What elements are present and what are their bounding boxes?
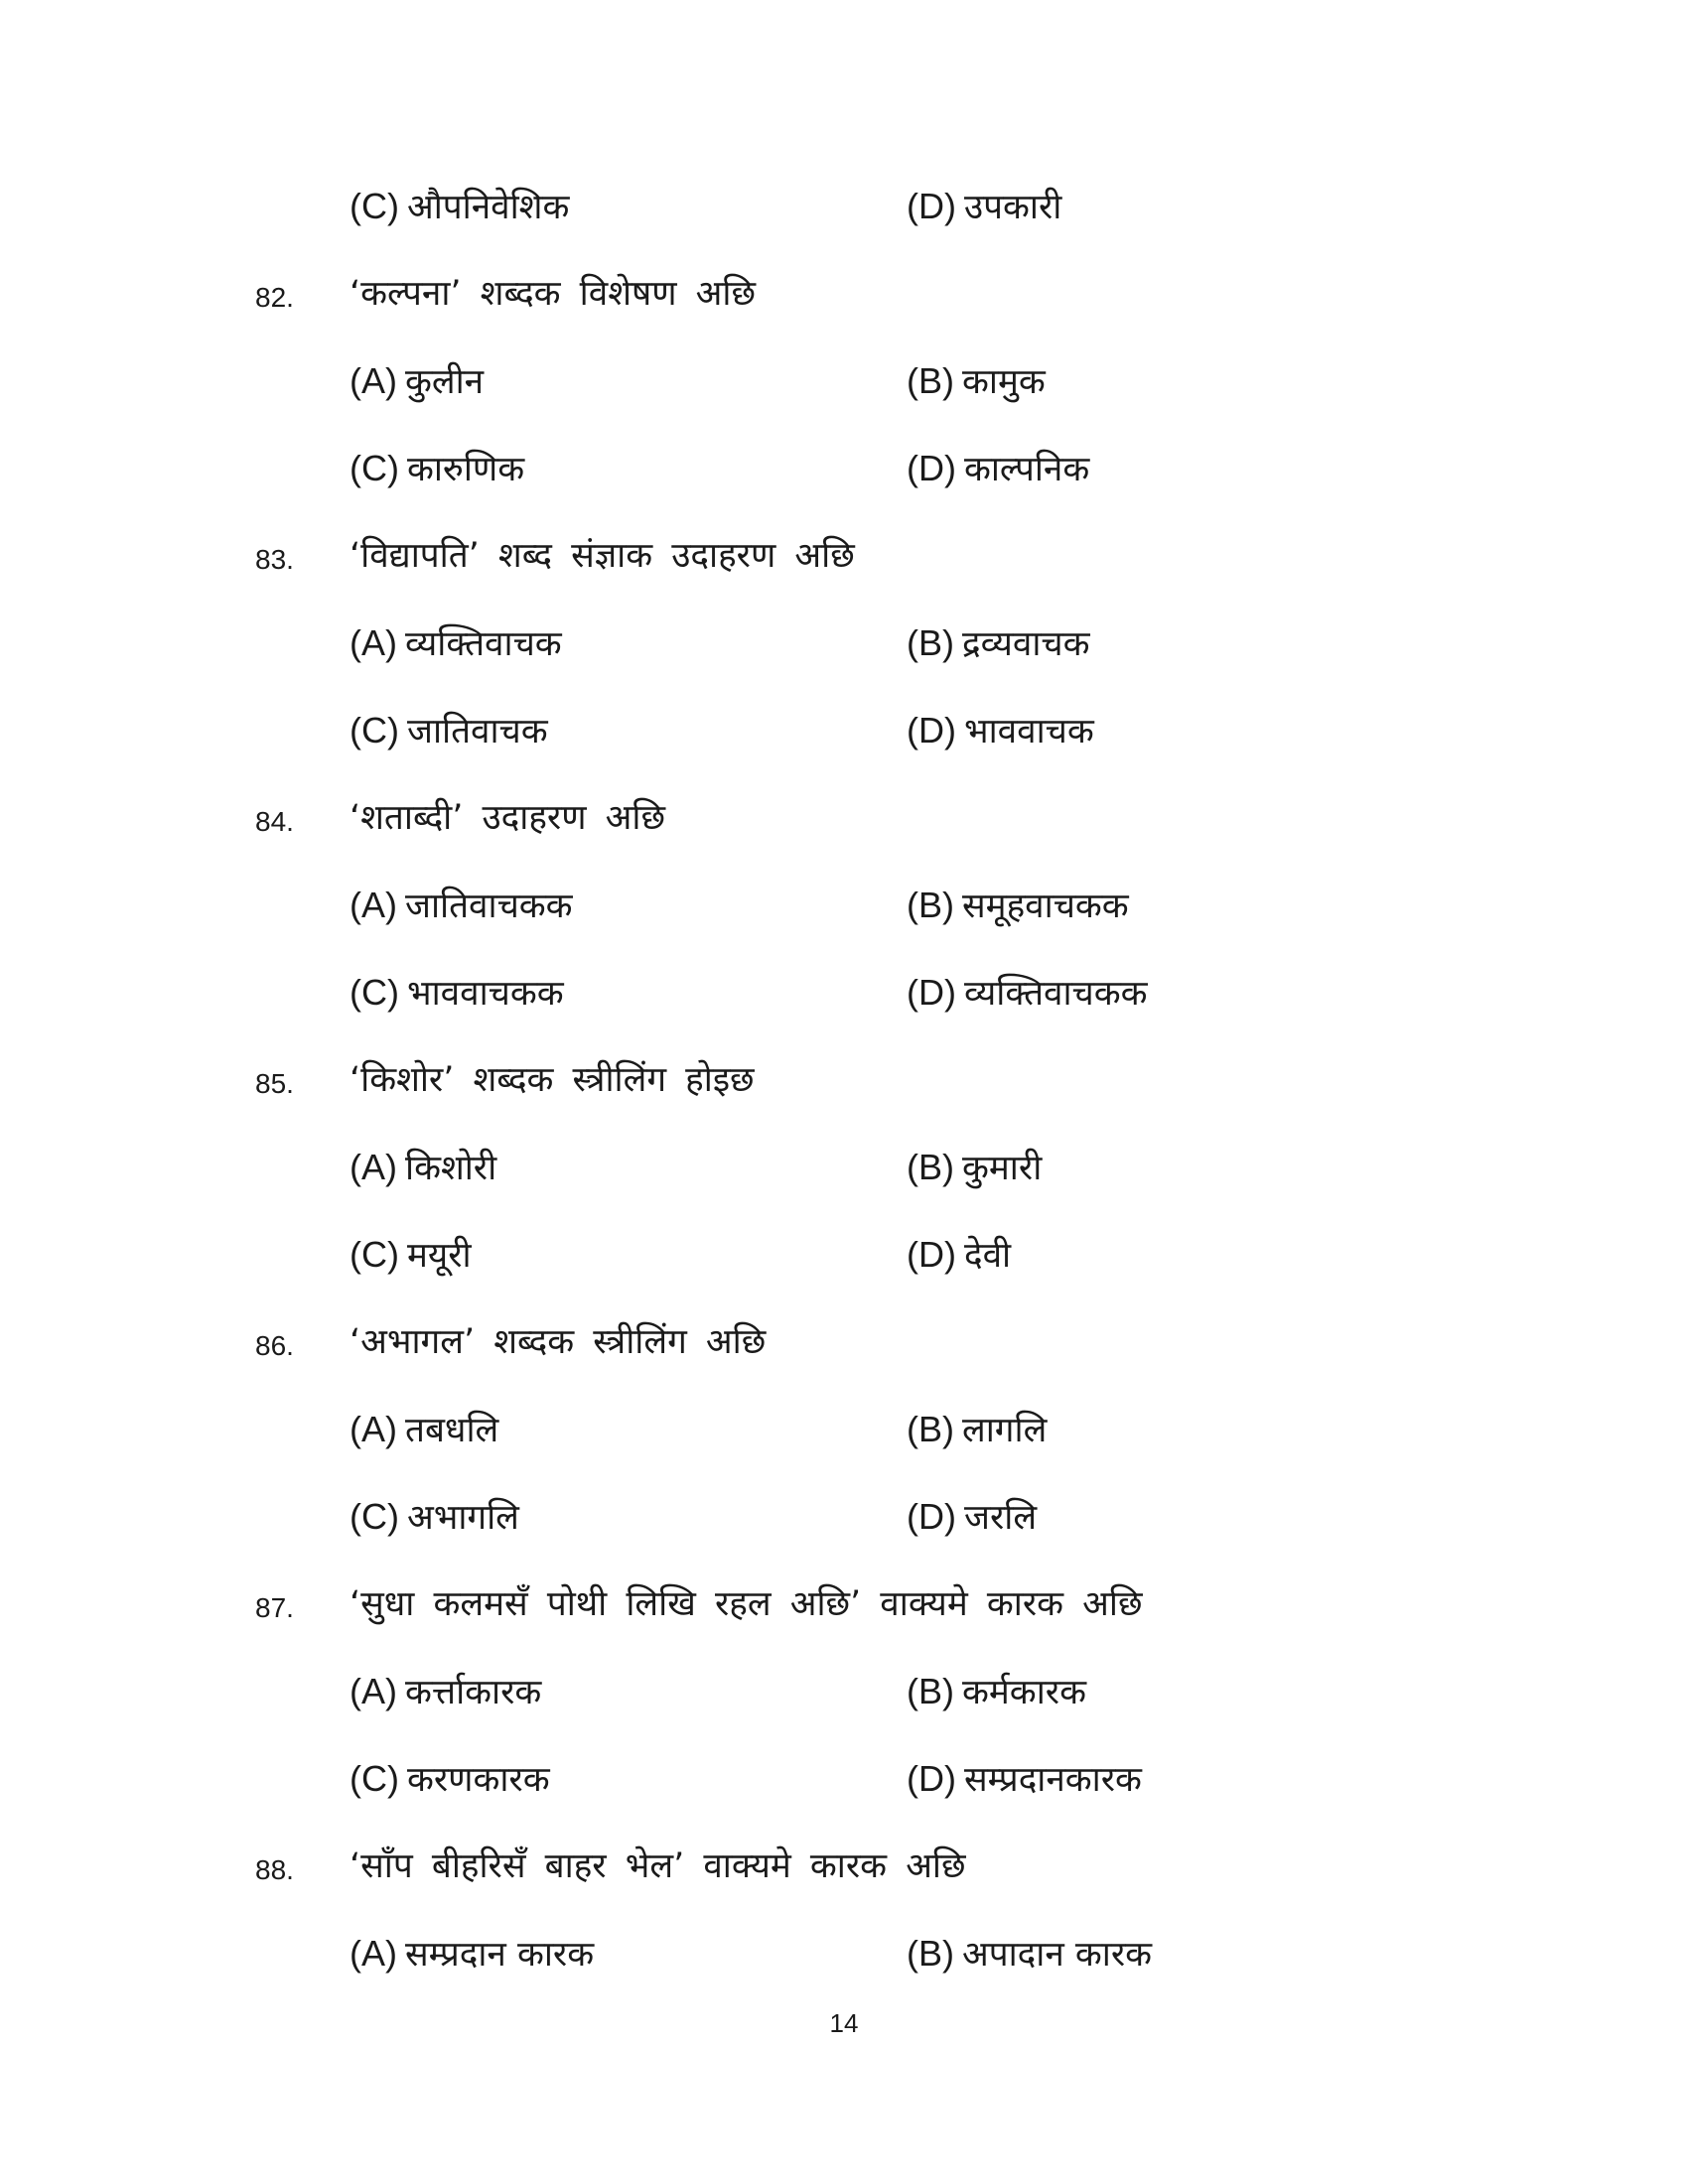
question-number: 82. <box>255 282 294 313</box>
option-label: (D) <box>907 972 956 1013</box>
option-text: कुमारी <box>962 1149 1043 1188</box>
option-a <box>350 1138 496 1198</box>
option-label: (C) <box>350 1234 399 1275</box>
option-text: जरलि <box>963 1498 1038 1538</box>
page-number: 14 <box>829 2008 859 2038</box>
option-text: समूहवाचकक <box>962 887 1129 926</box>
option-d <box>907 1749 1142 1810</box>
option-label: (B) <box>907 1933 954 1974</box>
option-label: (D) <box>907 1758 956 1799</box>
question-text: ‘विद्यापति’ शब्द संज्ञाक उदाहरण अछि <box>350 536 855 576</box>
option-b <box>907 351 1046 412</box>
option-label: (B) <box>907 1409 954 1449</box>
question-85 <box>0 1050 1688 1110</box>
options-row <box>0 876 1688 935</box>
option-label: (A) <box>350 1671 397 1711</box>
question-text: ‘शताब्दी’ उदाहरण अछि <box>350 798 665 838</box>
option-text: सम्प्रदानकारक <box>963 1760 1142 1800</box>
options-row <box>0 1924 1688 1983</box>
option-text: सम्प्रदान कारक <box>405 1935 595 1975</box>
question-84 <box>0 788 1688 848</box>
options-row <box>0 1749 1688 1809</box>
question-text: ‘साँप बीहरिसँ बाहर भेल’ वाक्यमे कारक अछि <box>350 1846 966 1886</box>
option-text: द्रव्यवाचक <box>962 624 1090 664</box>
option-text: लागलि <box>962 1411 1048 1450</box>
option-label: (C) <box>350 186 399 226</box>
option-label: (A) <box>350 1409 397 1449</box>
option-label: (D) <box>907 1234 956 1275</box>
option-text: भाववाचकक <box>406 974 564 1014</box>
option-text: कर्त्ताकारक <box>405 1673 542 1712</box>
option-d <box>907 439 1089 499</box>
option-b <box>907 1400 1047 1460</box>
option-text: व्यक्तिवाचकक <box>963 974 1148 1014</box>
option-b <box>907 614 1090 674</box>
option-text: तबधलि <box>405 1411 499 1450</box>
option-text: व्यक्तिवाचक <box>405 624 562 664</box>
option-d <box>907 177 1061 237</box>
option-d <box>907 701 1094 761</box>
option-label: (C) <box>350 448 399 488</box>
option-text: देवी <box>963 1236 1012 1276</box>
options-row <box>0 1400 1688 1459</box>
options-row <box>0 1138 1688 1197</box>
option-text: कामुक <box>962 362 1046 402</box>
option-label: (C) <box>350 1496 399 1537</box>
option-label: (B) <box>907 1671 954 1711</box>
question-number: 88. <box>255 1854 294 1885</box>
options-row <box>0 1662 1688 1721</box>
option-text: कारुणिक <box>406 450 525 489</box>
option-label: (D) <box>907 1496 956 1537</box>
option-text: कर्मकारक <box>962 1673 1086 1712</box>
option-label: (A) <box>350 622 397 663</box>
options-row <box>0 701 1688 760</box>
option-c <box>350 1487 519 1548</box>
option-c <box>350 701 548 761</box>
option-a <box>350 1400 498 1460</box>
option-c <box>350 1749 550 1810</box>
question-number: 84. <box>255 806 294 837</box>
option-text: अपादान कारक <box>962 1935 1153 1975</box>
option-label: (C) <box>350 972 399 1013</box>
question-text: ‘सुधा कलमसँ पोथी लिखि रहल अछि’ वाक्यमे कारक अछि <box>350 1584 1143 1624</box>
question-86 <box>0 1312 1688 1372</box>
options-row <box>0 439 1688 498</box>
option-c <box>350 177 569 237</box>
option-text: किशोरी <box>405 1149 497 1188</box>
option-d <box>907 1225 1011 1286</box>
question-text: ‘अभागल’ शब्दक स्त्रीलिंग अछि <box>350 1322 767 1362</box>
option-text: मयूरी <box>406 1236 472 1276</box>
option-b <box>907 1924 1152 1984</box>
option-text: भाववाचक <box>963 712 1094 751</box>
option-label: (B) <box>907 622 954 663</box>
question-number: 87. <box>255 1592 294 1623</box>
option-label: (A) <box>350 885 397 925</box>
question-text: ‘किशोर’ शब्दक स्त्रीलिंग होइछ <box>350 1060 755 1100</box>
option-d <box>907 963 1148 1024</box>
option-label: (D) <box>907 448 956 488</box>
option-label: (C) <box>350 1758 399 1799</box>
question-87 <box>0 1574 1688 1634</box>
option-label: (A) <box>350 1933 397 1974</box>
option-text: कुलीन <box>405 362 485 402</box>
option-text: औपनिवेशिक <box>406 188 570 227</box>
option-label: (D) <box>907 710 956 751</box>
option-text: काल्पनिक <box>963 450 1090 489</box>
question-number: 83. <box>255 544 294 575</box>
option-c <box>350 963 564 1024</box>
question-83 <box>0 526 1688 586</box>
question-number: 85. <box>255 1068 294 1099</box>
option-a <box>350 1924 594 1984</box>
question-88 <box>0 1837 1688 1896</box>
option-text: जातिवाचकक <box>405 887 573 926</box>
options-row <box>0 963 1688 1023</box>
option-c <box>350 439 524 499</box>
option-c <box>350 1225 472 1286</box>
option-label: (B) <box>907 360 954 401</box>
option-label: (D) <box>907 186 956 226</box>
options-row <box>0 177 1688 236</box>
question-82 <box>0 264 1688 324</box>
option-a <box>350 1662 541 1722</box>
option-a <box>350 351 484 412</box>
option-text: उपकारी <box>963 188 1062 227</box>
option-text: जातिवाचक <box>406 712 548 751</box>
options-row <box>0 1487 1688 1547</box>
option-a <box>350 614 562 674</box>
option-label: (B) <box>907 885 954 925</box>
option-text: करणकारक <box>406 1760 550 1800</box>
option-b <box>907 1662 1086 1722</box>
option-label: (A) <box>350 1147 397 1187</box>
option-b <box>907 1138 1042 1198</box>
options-row <box>0 351 1688 411</box>
option-d <box>907 1487 1037 1548</box>
option-b <box>907 876 1129 936</box>
option-text: अभागलि <box>406 1498 519 1538</box>
options-row <box>0 1225 1688 1285</box>
option-a <box>350 876 573 936</box>
option-label: (B) <box>907 1147 954 1187</box>
option-label: (C) <box>350 710 399 751</box>
question-number: 86. <box>255 1330 294 1361</box>
question-text: ‘कल्पना’ शब्दक विशेषण अछि <box>350 274 757 314</box>
option-label: (A) <box>350 360 397 401</box>
options-row <box>0 614 1688 673</box>
